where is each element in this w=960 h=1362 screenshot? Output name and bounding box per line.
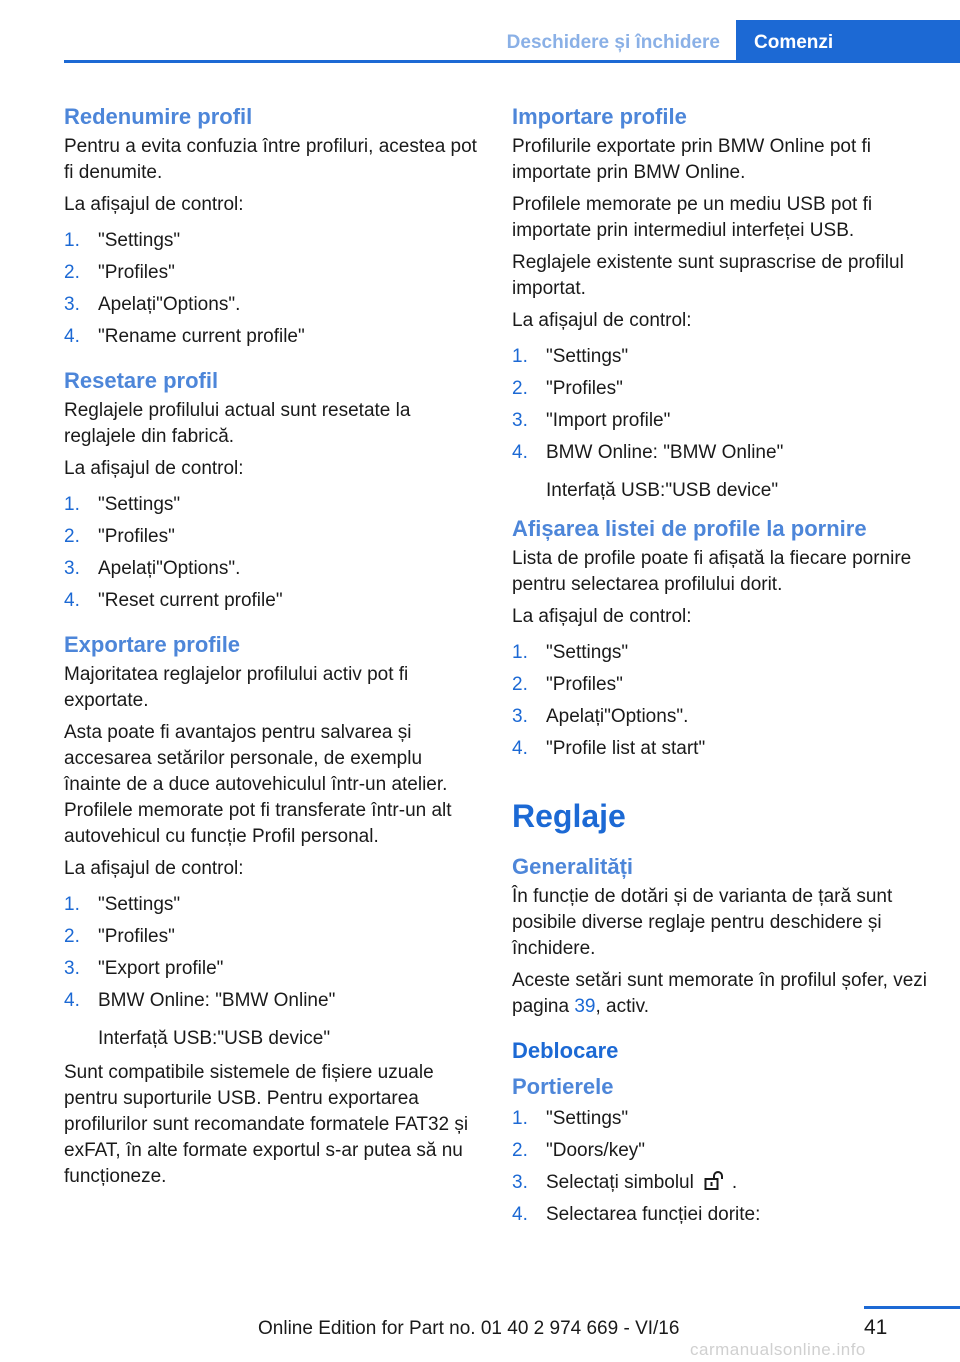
step-number: 4.	[64, 590, 80, 611]
list-item	[512, 440, 932, 472]
list-item	[64, 524, 484, 556]
list-item	[64, 988, 484, 1020]
step-text: "Settings"	[546, 346, 629, 367]
page-reference-link[interactable]: 39	[574, 996, 596, 1017]
list-item	[64, 492, 484, 524]
step-number: 4.	[64, 326, 80, 347]
note-text: Aceste setări sunt memorate în profilul șofer, vezi pagina	[512, 970, 928, 1017]
step-continuation: Interfață USB:"USB device"	[546, 480, 779, 501]
step-text: "Settings"	[546, 642, 629, 663]
step-number: 3.	[64, 558, 80, 579]
step-number: 4.	[512, 1204, 528, 1225]
step-text: BMW Online: "BMW Online"	[98, 990, 336, 1011]
import-profiles-heading: Importare profile	[512, 104, 687, 129]
step-number: 1.	[64, 494, 80, 515]
rename-steps	[64, 228, 484, 356]
list-item	[64, 556, 484, 588]
doors-steps	[512, 1106, 932, 1234]
step-text: "Profiles"	[98, 262, 175, 283]
step-number: 2.	[512, 674, 528, 695]
step-number: 1.	[64, 894, 80, 915]
list-item	[512, 640, 932, 672]
unlock-heading: Deblocare	[512, 1038, 619, 1063]
step-text: BMW Online: "BMW Online"	[546, 442, 784, 463]
step-text: "Reset current profile"	[98, 590, 283, 611]
settings-chapter-heading: Reglaje	[512, 798, 626, 834]
step-text: "Profiles"	[98, 926, 175, 947]
rename-control-display: La afișajul de control:	[64, 194, 244, 215]
step-continuation: Interfață USB:"USB device"	[98, 1028, 331, 1049]
step-text: "Profiles"	[98, 526, 175, 547]
step-text: Selectarea funcției dorite:	[546, 1204, 761, 1225]
note-text-end: , activ.	[595, 996, 649, 1017]
step-text: "Export profile"	[98, 958, 224, 979]
step-number: 2.	[64, 262, 80, 283]
step-number: 2.	[64, 926, 80, 947]
step-text: "Profiles"	[546, 378, 623, 399]
export-intro: Majoritatea reglajelor profilului activ pot fi exportate.	[64, 664, 409, 711]
step-number: 4.	[64, 990, 80, 1011]
list-item	[512, 376, 932, 408]
step-number: 3.	[64, 294, 80, 315]
list-item	[64, 892, 484, 924]
step-text: "Rename current profile"	[98, 326, 305, 347]
step-number: 2.	[512, 1140, 528, 1161]
step-number: 1.	[512, 642, 528, 663]
step-number: 3.	[512, 410, 528, 431]
step-text: "Profiles"	[546, 674, 623, 695]
step-text: "Settings"	[546, 1108, 629, 1129]
list-item	[64, 324, 484, 356]
list-item	[512, 704, 932, 736]
export-advantage: Asta poate fi avantajos pentru salvarea și accesarea setărilor personale, de exemplu înainte de a duce autovehiculul într-un atelier. Profilele memorate pot fi transferate într-un alt autovehicul cu funcție Profil personal.	[64, 722, 452, 847]
export-control-display: La afișajul de control:	[64, 858, 244, 879]
doors-heading: Portierele	[512, 1074, 614, 1099]
step-text: "Import profile"	[546, 410, 671, 431]
list-item	[512, 736, 932, 768]
rename-profile-heading: Redenumire profil	[64, 104, 253, 129]
reset-control-display: La afișajul de control:	[64, 458, 244, 479]
general-heading: Generalități	[512, 854, 634, 879]
list-item	[512, 344, 932, 376]
header-rule	[64, 60, 960, 63]
step-text: "Profile list at start"	[546, 738, 706, 759]
list-item	[512, 408, 932, 440]
running-section-title: Deschidere și închidere	[506, 32, 720, 53]
import-usb: Profilele memorate pe un mediu USB pot fi importate prin intermediul interfeței USB.	[512, 194, 873, 241]
import-control-display: La afișajul de control:	[512, 310, 692, 331]
startlist-intro: Lista de profile poate fi afișată la fiecare pornire pentru selectarea profilului dorit.	[512, 548, 912, 595]
import-online: Profilurile exportate prin BMW Online pot fi importate prin BMW Online.	[512, 136, 872, 183]
list-item	[512, 1170, 932, 1202]
step-text: "Doors/key"	[546, 1140, 646, 1161]
watermark: carmanualsonline.info	[690, 1340, 866, 1359]
footer-rule	[864, 1306, 960, 1309]
list-item	[512, 1106, 932, 1138]
import-overwrite: Reglajele existente sunt suprascrise de profilul importat.	[512, 252, 904, 299]
step-text: "Settings"	[98, 230, 181, 251]
startlist-control-display: La afișajul de control:	[512, 606, 692, 627]
right-column	[512, 102, 932, 1242]
startlist-heading: Afișarea listei de profile la pornire	[512, 516, 867, 541]
list-item	[512, 1202, 932, 1234]
step-number: 1.	[512, 346, 528, 367]
reset-profile-heading: Resetare profil	[64, 368, 219, 393]
step-text: Selectați simbolul	[546, 1172, 694, 1193]
reset-steps	[64, 492, 484, 620]
general-profile-note	[512, 968, 932, 1020]
list-item	[64, 588, 484, 620]
step-number: 3.	[512, 706, 528, 727]
step-number: 2.	[512, 378, 528, 399]
list-item	[64, 292, 484, 324]
unlock-icon	[704, 1171, 726, 1191]
step-number: 1.	[64, 230, 80, 251]
step-text: "Settings"	[98, 894, 181, 915]
edition-note: Online Edition for Part no. 01 40 2 974 669 - VI/16	[258, 1318, 680, 1339]
step-text: Apelați"Options".	[546, 706, 689, 727]
list-item	[512, 1138, 932, 1170]
step-number: 4.	[512, 738, 528, 759]
step-text: Apelați"Options".	[98, 294, 241, 315]
step-text: Apelați"Options".	[98, 558, 241, 579]
list-item	[64, 260, 484, 292]
reset-intro: Reglajele profilului actual sunt resetate la reglajele din fabrică.	[64, 400, 411, 447]
startlist-steps	[512, 640, 932, 768]
list-item	[64, 924, 484, 956]
page-number: 41	[864, 1316, 888, 1339]
export-filesystem-note: Sunt compatibile sistemele de fișiere uzuale pentru suporturile USB. Pentru exportarea profilurilor sunt recomandate formatele FAT32 și exFAT, în alte formate exportul s-ar putea să nu funcționeze.	[64, 1062, 469, 1187]
rename-intro: Pentru a evita confuzia între profiluri, acestea pot fi denumite.	[64, 136, 477, 183]
general-intro: În funcție de dotări și de varianta de țară sunt posibile diverse reglaje pentru deschidere și închidere.	[512, 886, 893, 959]
export-steps	[64, 892, 484, 1020]
step-number: 3.	[64, 958, 80, 979]
step-number: 4.	[512, 442, 528, 463]
list-item	[64, 956, 484, 988]
step-text: "Settings"	[98, 494, 181, 515]
export-profiles-heading: Exportare profile	[64, 632, 241, 657]
step-number: 1.	[512, 1108, 528, 1129]
import-steps	[512, 344, 932, 472]
list-item	[64, 228, 484, 260]
list-item	[512, 672, 932, 704]
step-number: 2.	[64, 526, 80, 547]
step-text-suffix: .	[731, 1172, 738, 1193]
chapter-tab: Comenzi	[736, 20, 960, 62]
left-column	[64, 102, 484, 1196]
step-number: 3.	[512, 1172, 528, 1193]
